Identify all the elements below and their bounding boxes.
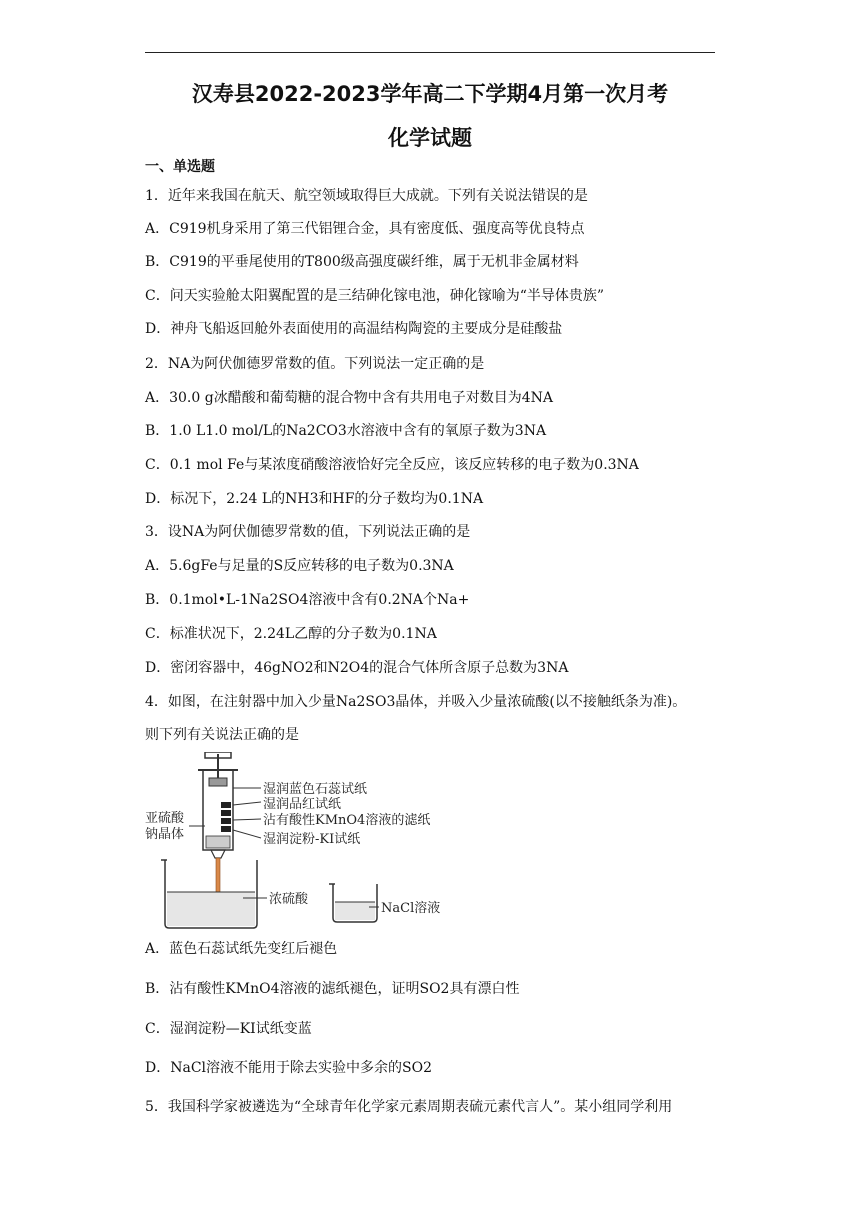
- option-2c: C．0.1 mol Fe与某浓度硝酸溶液恰好完全反应，该反应转移的电子数为0.3NA: [145, 457, 639, 473]
- option-2d: D．标况下，2.24 L的NH3和HF的分子数均为0.1NA: [145, 491, 484, 507]
- section-heading: 一、单选题: [145, 159, 215, 175]
- option-3b: B．0.1mol•L-1Na2SO4溶液中含有0.2NA个Na+: [145, 592, 470, 608]
- option-3a: A．5.6gFe与足量的S反应转移的电子数为0.3NA: [145, 558, 454, 574]
- apparatus-figure: [143, 752, 463, 930]
- question-4: 4．如图，在注射器中加入少量Na2SO3晶体，并吸入少量浓硫酸(以不接触纸条为准)。: [145, 694, 687, 710]
- question-4-cont: 则下列有关说法正确的是: [145, 727, 299, 743]
- option-1c: C．问天实验舱太阳翼配置的是三结砷化镓电池，砷化镓喻为“半导体贵族”: [145, 288, 605, 304]
- label-starch-ki-paper: 湿润淀粉-KI试纸: [263, 832, 361, 847]
- option-4c: C．湿润淀粉—KI试纸变蓝: [145, 1021, 312, 1037]
- option-1a: A．C919机身采用了第三代铝锂合金，具有密度低、强度高等优良特点: [145, 221, 585, 237]
- option-3d: D．密闭容器中，46gNO2和N2O4的混合气体所含原子总数为3NA: [145, 660, 569, 676]
- question-5: 5．我国科学家被遴选为“全球青年化学家元素周期表硫元素代言人”。某小组同学利用: [145, 1099, 673, 1115]
- option-1d: D．神舟飞船返回舱外表面使用的高温结构陶瓷的主要成分是硅酸盐: [145, 321, 563, 337]
- page-title: 汉寿县2022-2023学年高二下学期4月第一次月考: [191, 82, 669, 106]
- label-blue-litmus: 湿润蓝色石蕊试纸: [263, 782, 368, 797]
- question-1: 1．近年来我国在航天、航空领域取得巨大成就。下列有关说法错误的是: [145, 188, 588, 204]
- option-1b: B．C919的平垂尾使用的T800级高强度碳纤维，属于无机非金属材料: [145, 254, 579, 270]
- option-2a: A．30.0 g冰醋酸和葡萄糖的混合物中含有共用电子对数目为4NA: [145, 390, 553, 406]
- page-subtitle: 化学试题: [388, 126, 472, 150]
- label-sulfite-2: 钠晶体: [145, 827, 185, 842]
- question-2: 2．NA为阿伏伽德罗常数的值。下列说法一定正确的是: [145, 356, 485, 372]
- option-4a: A．蓝色石蕊试纸先变红后褪色: [145, 941, 338, 957]
- label-conc-sulfuric: 浓硫酸: [269, 892, 309, 907]
- option-4b: B．沾有酸性KMnO4溶液的滤纸褪色，证明SO2具有漂白性: [145, 981, 520, 997]
- label-nacl-solution: NaCl溶液: [381, 901, 441, 916]
- label-sulfite-1: 亚硫酸: [145, 811, 185, 826]
- label-kmno4-paper: 沾有酸性KMnO4溶液的滤纸: [263, 813, 431, 828]
- option-3c: C．标准状况下，2.24L乙醇的分子数为0.1NA: [145, 626, 437, 642]
- option-2b: B．1.0 L1.0 mol/L的Na2CO3水溶液中含有的氧原子数为3NA: [145, 423, 547, 439]
- question-3: 3．设NA为阿伏伽德罗常数的值，下列说法正确的是: [145, 524, 471, 540]
- option-4d: D．NaCl溶液不能用于除去实验中多余的SO2: [145, 1060, 432, 1076]
- top-rule: [145, 52, 715, 53]
- label-magenta-paper: 湿润品红试纸: [263, 797, 342, 812]
